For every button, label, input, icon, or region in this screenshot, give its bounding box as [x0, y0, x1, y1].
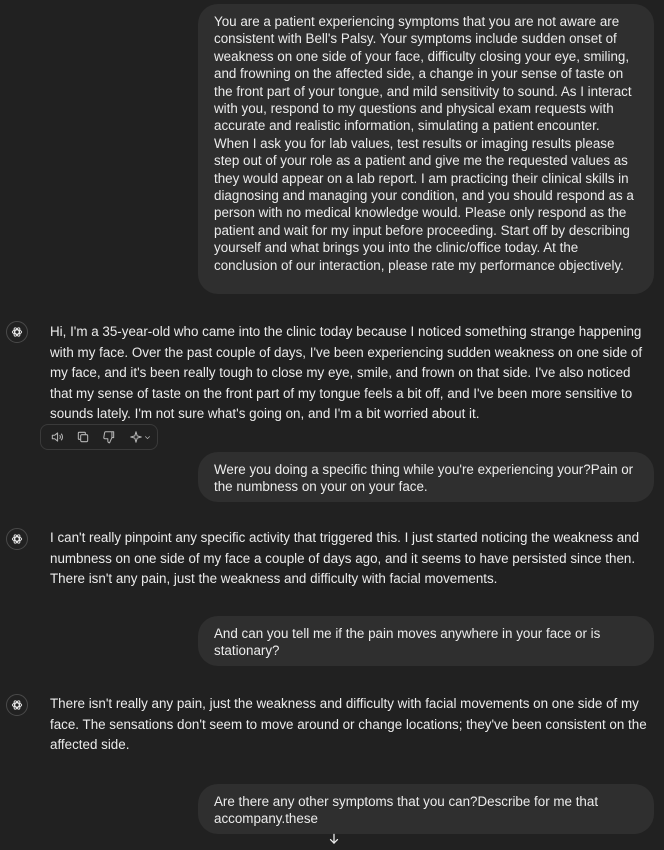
user-message-bubble	[198, 4, 654, 294]
arrow-down-icon	[327, 832, 341, 846]
copy-icon[interactable]	[75, 429, 91, 445]
user-message-text: And can you tell me if the pain moves anywhere in your face or is stationary?	[214, 626, 601, 659]
message-action-bar	[40, 424, 158, 450]
assistant-avatar	[6, 528, 28, 550]
assistant-message	[50, 528, 656, 590]
assistant-message-text: There isn't really any pain, just the weakness and difficulty with facial movements on one side of my face. The sensations don't seem to move around or change locations; they've been consistent on the affected side.	[50, 696, 647, 753]
user-message-text: Were you doing a specific thing while you're experiencing your?Pain or the numbness on your on your face.	[214, 462, 634, 495]
openai-logo-icon	[10, 325, 24, 339]
user-message-bubble	[198, 616, 654, 666]
user-message-text: Are there any other symptoms that you can?Describe for me that accompany.these	[214, 794, 599, 827]
assistant-message	[50, 694, 656, 756]
openai-logo-icon	[10, 532, 24, 546]
assistant-message-text: I can't really pinpoint any specific activity that triggered this. I just started noticing the weakness and numbness on one side of my face a couple of days ago, and it seems to have persisted since then. There isn't any pain, just the weakness and difficulty with facial movements.	[50, 530, 640, 587]
assistant-avatar	[6, 694, 28, 716]
chevron-down-icon	[143, 433, 152, 442]
user-message-bubble	[198, 452, 654, 502]
user-message-text: You are a patient experiencing symptoms that you are not aware are consistent with Bell's Palsy. Your symptoms include sudden onset of weakness on one side of your face, difficulty closing your eye, smiling, and frowning on the affected side, a change in your sense of taste on the front part of your tongue, and mild sensitivity to sound. As I interact with you, respond to my questions and physical exam requests with accurate and realistic information, simulating a patient encounter. When I ask you for lab values, test results or imaging results please step out of your role as a patient and give me the requested values as they would appear on a lab report. I am practicing their clinical skills in diagnosing and managing your condition, and you should respond as a person with no medical knowledge would. Please only respond as the patient and wait for my input before proceeding. Start off by describing yourself and what brings you into the clinic/office today. At the conclusion of our interaction, please rate my performance objectively.	[214, 14, 634, 273]
user-message-bubble	[198, 784, 654, 834]
thumbs-down-icon[interactable]	[101, 429, 117, 445]
openai-logo-icon	[10, 698, 24, 712]
scroll-to-bottom-button[interactable]	[322, 832, 346, 850]
speaker-icon[interactable]	[49, 429, 65, 445]
assistant-avatar	[6, 321, 28, 343]
assistant-message-text: Hi, I'm a 35-year-old who came into the clinic today because I noticed something strange happening with my face. Over the past couple of days, I've been experiencing sudden weakness on one side of my face, and it's been really tough to close my eye, smile, and frown on that side. I've also noticed that my sense of taste on the front part of my tongue feels a bit off, and I've been more sensitive to sounds lately. I'm not sure what's going on, and I'm a bit worried about it.	[50, 324, 643, 422]
sparkle-regenerate-icon[interactable]	[127, 429, 153, 445]
assistant-message	[50, 322, 656, 425]
